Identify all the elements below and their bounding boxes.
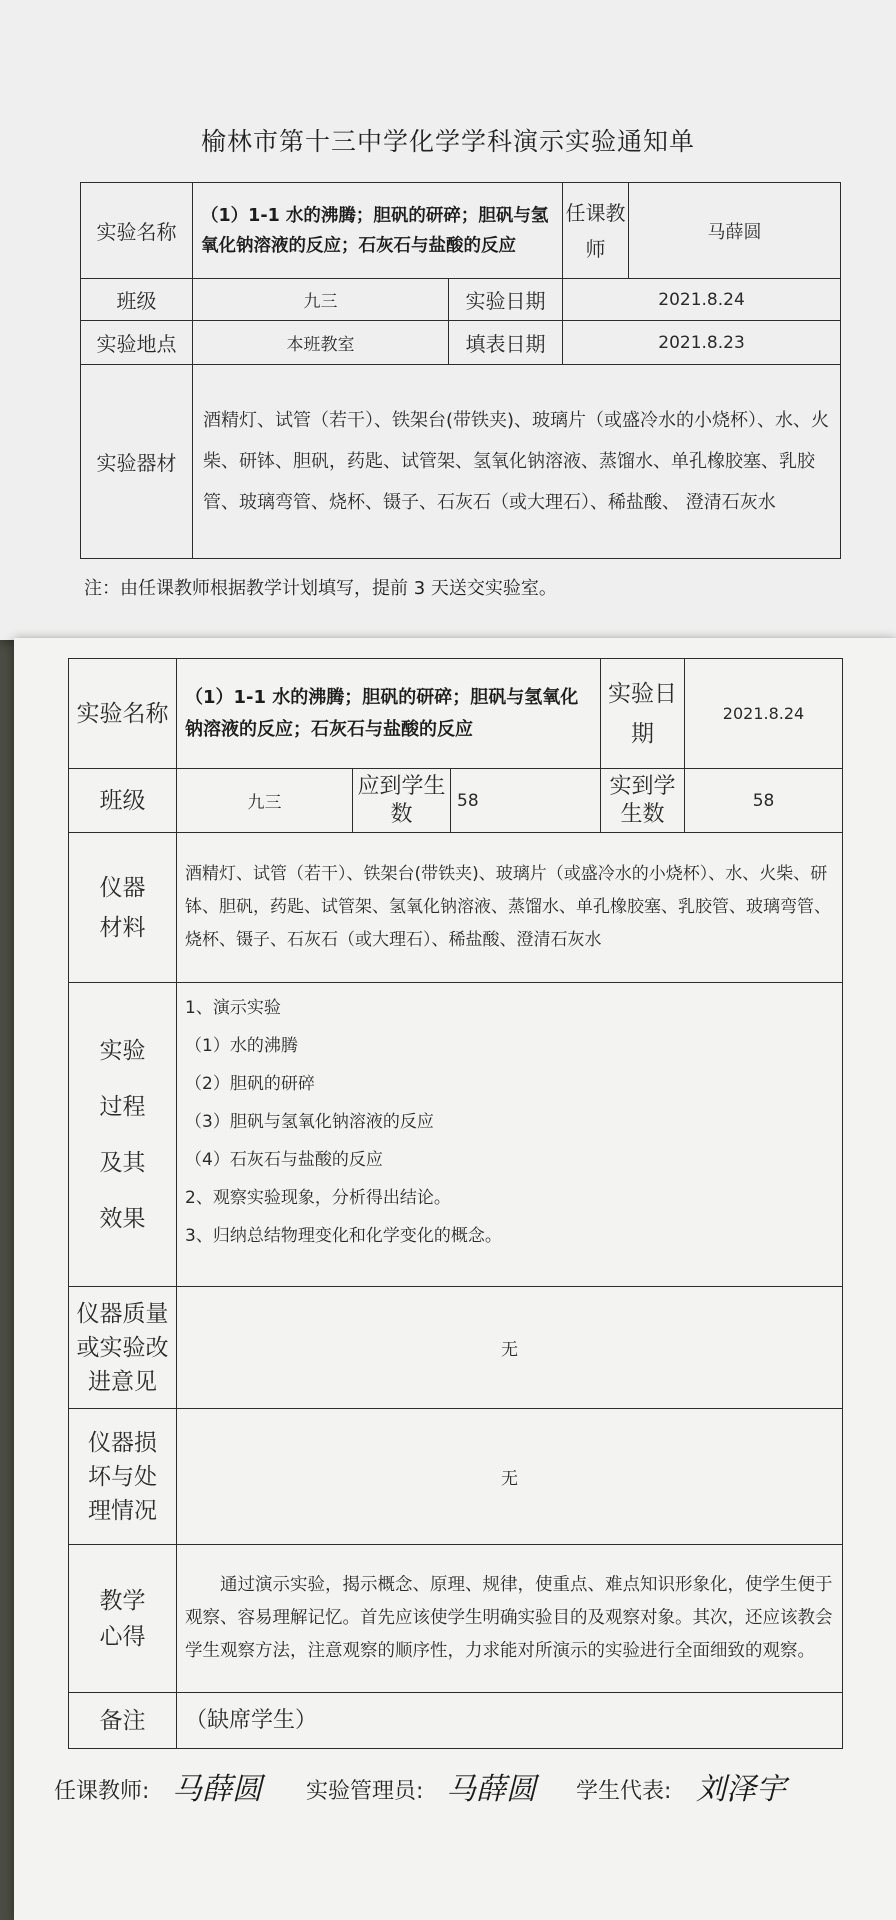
notice-equipment: 酒精灯、试管（若干）、铁架台(带铁夹)、玻璃片（或盛冷水的小烧杯）、水、火柴、研钵、胆矾，药匙、试管架、氢氧化钠溶液、蒸馏水、单孔橡胶塞、乳胶管、玻璃弯管、烧杯、镊子、石灰石（或大理石）、稀盐酸、 澄清石灰水 bbox=[193, 365, 841, 559]
record-date: 2021.8.24 bbox=[685, 659, 843, 769]
record-exp-name: （1）1-1 水的沸腾；胆矾的研碎；胆矾与氢氧化钠溶液的反应；石灰石与盐酸的反应 bbox=[177, 659, 601, 769]
record-quality-label: 仪器质量或实验改进意见 bbox=[69, 1287, 177, 1409]
process-line-1: 1、演示实验 bbox=[185, 998, 281, 1018]
process-line-5: （4）石灰石与盐酸的反应 bbox=[185, 1150, 383, 1170]
notice-sheet bbox=[0, 0, 896, 640]
teacher-sign-label: 任课教师: bbox=[54, 1779, 150, 1804]
record-date-label: 实验日期 bbox=[601, 659, 685, 769]
record-expected-label: 应到学生数 bbox=[353, 769, 451, 833]
process-line-2: （1）水的沸腾 bbox=[185, 1036, 298, 1056]
notice-title: 榆林市第十三中学化学学科演示实验通知单 bbox=[200, 127, 695, 156]
record-quality: 无 bbox=[177, 1287, 843, 1409]
record-expected: 58 bbox=[451, 769, 601, 833]
record-remarks-label: 备注 bbox=[69, 1693, 177, 1749]
notice-table bbox=[80, 182, 841, 559]
notice-location-label: 实验地点 bbox=[81, 321, 193, 365]
record-actual: 58 bbox=[685, 769, 843, 833]
notice-footnote: 注：由任课教师根据教学计划填写，提前 3 天送交实验室。 bbox=[84, 578, 557, 599]
process-line-4: （3）胆矾与氢氧化钠溶液的反应 bbox=[185, 1112, 434, 1132]
manager-signature: 马薛圆 bbox=[446, 1772, 536, 1807]
record-remarks: （缺席学生） bbox=[177, 1693, 843, 1749]
notice-equipment-label: 实验器材 bbox=[81, 365, 193, 559]
student-sign-label: 学生代表: bbox=[576, 1779, 672, 1804]
notice-location: 本班教室 bbox=[193, 321, 449, 365]
notice-fill-date: 2021.8.23 bbox=[563, 321, 841, 365]
notice-class-label: 班级 bbox=[81, 279, 193, 321]
notice-exp-name: （1）1-1 水的沸腾；胆矾的研碎；胆矾与氢氧化钠溶液的反应；石灰石与盐酸的反应 bbox=[193, 183, 563, 279]
record-exp-label: 实验名称 bbox=[69, 659, 177, 769]
notice-teacher-label: 任课教师 bbox=[563, 183, 629, 279]
notice-exp-date: 2021.8.24 bbox=[563, 279, 841, 321]
student-signature: 刘泽宇 bbox=[696, 1772, 786, 1807]
signature-row bbox=[54, 1762, 854, 1812]
notice-class: 九三 bbox=[193, 279, 449, 321]
process-line-7: 3、归纳总结物理变化和化学变化的概念。 bbox=[185, 1226, 502, 1246]
process-line-6: 2、观察实验现象，分析得出结论。 bbox=[185, 1188, 451, 1208]
record-sheet bbox=[14, 638, 896, 1920]
record-class: 九三 bbox=[177, 769, 353, 833]
record-class-label: 班级 bbox=[69, 769, 177, 833]
notice-exp-name-label: 实验名称 bbox=[81, 183, 193, 279]
record-damage-label: 仪器损坏与处理情况 bbox=[69, 1409, 177, 1545]
notice-fill-date-label: 填表日期 bbox=[449, 321, 563, 365]
record-instrument-label: 仪器材料 bbox=[69, 833, 177, 983]
record-table bbox=[68, 658, 843, 1749]
manager-sign-label: 实验管理员: bbox=[306, 1779, 424, 1804]
record-reflection: 通过演示实验，揭示概念、原理、规律，使重点、难点知识形象化，使学生便于观察、容易理解记忆。首先应该使学生明确实验目的及观察对象。其次，还应该教会学生观察方法，注意观察的顺序性，力求能对所演示的实验进行全面细致的观察。 bbox=[177, 1545, 843, 1693]
record-process-label: 实验过程及其效果 bbox=[69, 983, 177, 1287]
record-actual-label: 实到学生数 bbox=[601, 769, 685, 833]
notice-teacher: 马薛圆 bbox=[629, 183, 841, 279]
teacher-signature: 马薛圆 bbox=[172, 1772, 262, 1807]
record-reflection-label: 教学心得 bbox=[69, 1545, 177, 1693]
process-line-3: （2）胆矾的研碎 bbox=[185, 1074, 315, 1094]
notice-exp-date-label: 实验日期 bbox=[449, 279, 563, 321]
record-instruments: 酒精灯、试管（若干）、铁架台(带铁夹)、玻璃片（或盛冷水的小烧杯）、水、火柴、研钵、胆矾，药匙、试管架、氢氧化钠溶液、蒸馏水、单孔橡胶塞、乳胶管、玻璃弯管、烧杯、镊子、石灰石（或大理石）、稀盐酸、澄清石灰水 bbox=[177, 833, 843, 983]
record-process bbox=[177, 983, 843, 1287]
record-damage: 无 bbox=[177, 1409, 843, 1545]
